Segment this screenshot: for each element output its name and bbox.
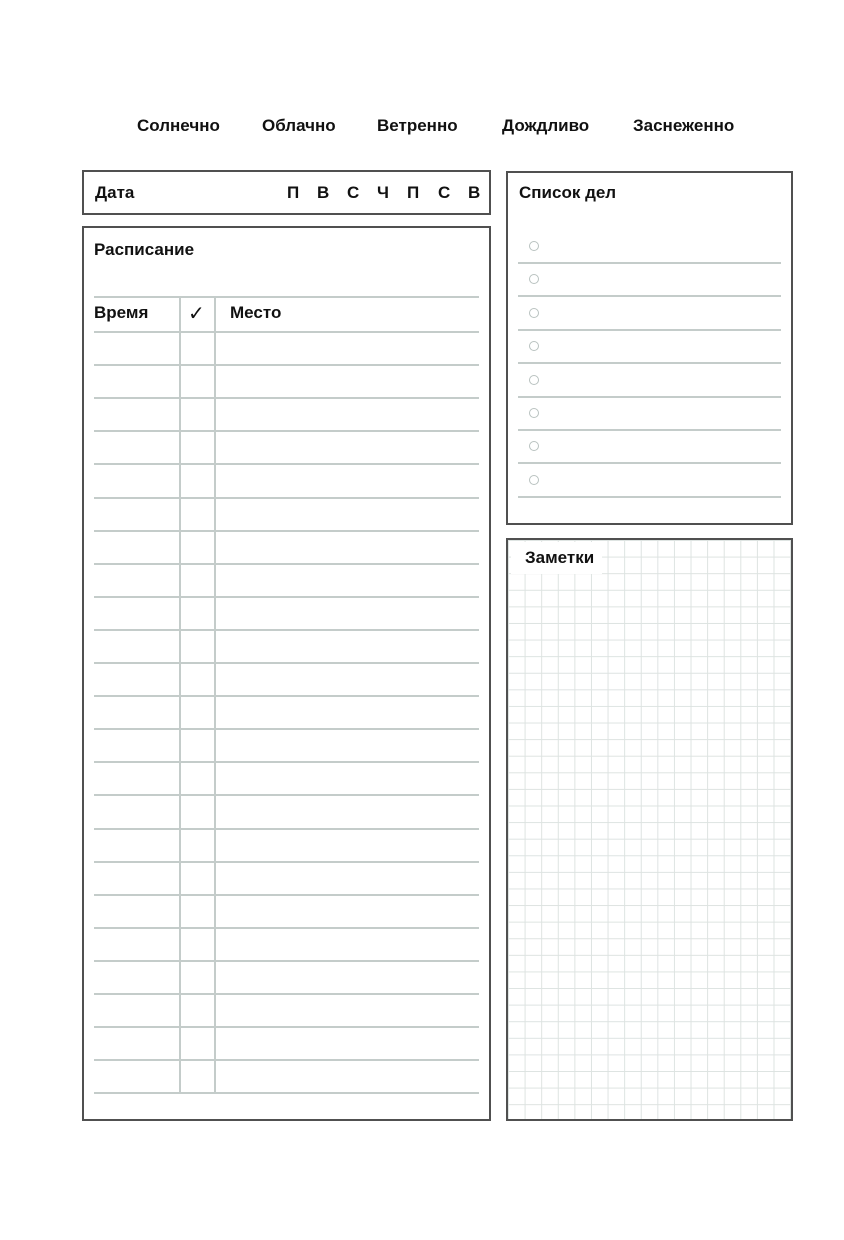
notes-grid[interactable]: [506, 538, 793, 1121]
checkmark-icon: ✓: [188, 303, 205, 325]
schedule-row[interactable]: [94, 399, 479, 430]
todo-line: [518, 496, 781, 498]
todo-title: Список дел: [519, 183, 617, 202]
todo-line: [518, 429, 781, 431]
schedule-row[interactable]: [94, 730, 479, 761]
schedule-row[interactable]: [94, 598, 479, 629]
weather-selector: [0, 116, 844, 140]
schedule-row[interactable]: [94, 1028, 479, 1059]
notes-title: Заметки: [511, 542, 602, 574]
weather-option-cloudy[interactable]: Облачно: [262, 116, 336, 135]
weather-option-sunny[interactable]: Солнечно: [137, 116, 220, 135]
date-box: [82, 170, 491, 215]
todo-line: [518, 262, 781, 264]
schedule-title: Расписание: [94, 240, 195, 259]
todo-checkbox-circle-icon[interactable]: [529, 274, 539, 284]
todo-item[interactable]: [518, 401, 781, 431]
weather-option-rainy[interactable]: Дождливо: [502, 116, 590, 135]
schedule-row[interactable]: [94, 796, 479, 827]
day-monday[interactable]: П: [287, 183, 300, 202]
todo-item[interactable]: [518, 267, 781, 297]
day-friday[interactable]: П: [407, 183, 420, 202]
todo-line: [518, 329, 781, 331]
schedule-row[interactable]: [94, 962, 479, 993]
todo-item[interactable]: [518, 434, 781, 464]
schedule-box: [82, 226, 491, 1121]
todo-checkbox-circle-icon[interactable]: [529, 241, 539, 251]
schedule-row[interactable]: [94, 432, 479, 463]
todo-checkbox-circle-icon[interactable]: [529, 475, 539, 485]
todo-checkbox-circle-icon[interactable]: [529, 408, 539, 418]
todo-item[interactable]: [518, 468, 781, 498]
todo-item[interactable]: [518, 368, 781, 398]
schedule-row[interactable]: [94, 863, 479, 894]
column-header-time: Время: [94, 303, 149, 322]
todo-line: [518, 462, 781, 464]
day-tuesday[interactable]: В: [317, 183, 330, 202]
schedule-row-line: [94, 1092, 479, 1094]
todo-checkbox-circle-icon[interactable]: [529, 441, 539, 451]
schedule-row[interactable]: [94, 697, 479, 728]
schedule-row[interactable]: [94, 465, 479, 496]
todo-line: [518, 295, 781, 297]
todo-checkbox-circle-icon[interactable]: [529, 341, 539, 351]
schedule-row[interactable]: [94, 499, 479, 530]
column-header-place: Место: [230, 303, 282, 322]
todo-checkbox-circle-icon[interactable]: [529, 375, 539, 385]
todo-checkbox-circle-icon[interactable]: [529, 308, 539, 318]
todo-item[interactable]: [518, 234, 781, 264]
schedule-row[interactable]: [94, 631, 479, 662]
schedule-row[interactable]: [94, 1061, 479, 1092]
schedule-row[interactable]: [94, 929, 479, 960]
schedule-row[interactable]: [94, 532, 479, 563]
todo-box: [506, 171, 793, 525]
schedule-row[interactable]: [94, 565, 479, 596]
day-sunday[interactable]: В: [468, 183, 481, 202]
schedule-title-divider: [94, 296, 479, 298]
date-label: Дата: [95, 183, 135, 202]
schedule-row[interactable]: [94, 763, 479, 794]
schedule-row[interactable]: [94, 896, 479, 927]
schedule-row[interactable]: [94, 830, 479, 861]
schedule-row[interactable]: [94, 995, 479, 1026]
day-saturday[interactable]: С: [438, 183, 451, 202]
schedule-row[interactable]: [94, 366, 479, 397]
weather-option-windy[interactable]: Ветренно: [377, 116, 458, 135]
schedule-row[interactable]: [94, 333, 479, 364]
day-wednesday[interactable]: С: [347, 183, 360, 202]
day-thursday[interactable]: Ч: [377, 183, 389, 202]
todo-line: [518, 362, 781, 364]
weather-option-snowy[interactable]: Заснеженно: [633, 116, 735, 135]
todo-line: [518, 396, 781, 398]
schedule-row[interactable]: [94, 664, 479, 695]
todo-item[interactable]: [518, 334, 781, 364]
todo-item[interactable]: [518, 301, 781, 331]
